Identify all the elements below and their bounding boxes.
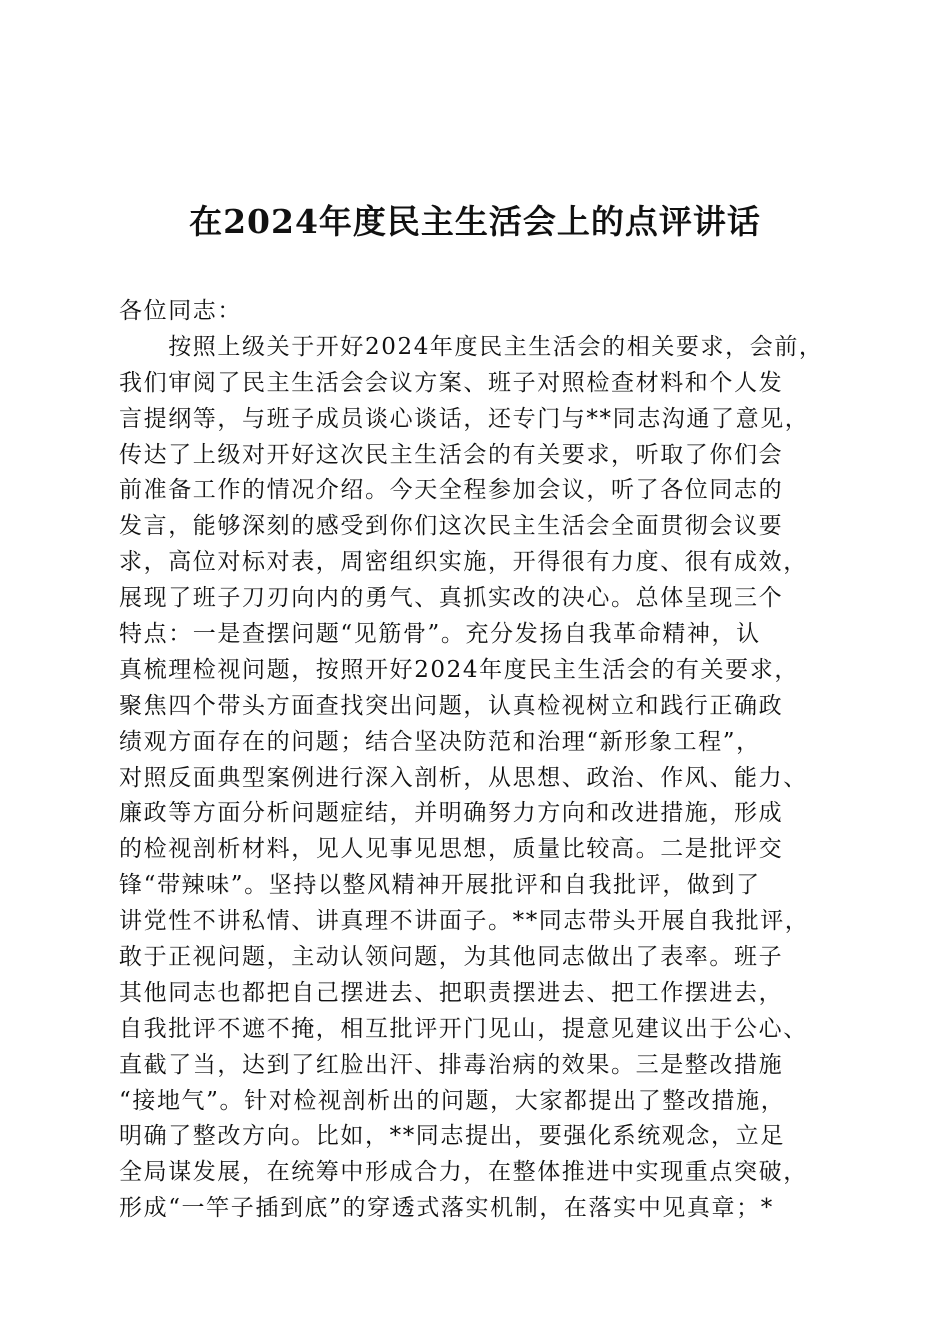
body-line: 聚焦四个带头方面查找突出问题，认真检视树立和践行正确政 [119,692,784,719]
body-line: 求，高位对标对表，周密组织实施，开得很有力度、很有成效， [119,549,808,576]
body-line: 对照反面典型案例进行深入剖析，从思想、政治、作风、能力、 [119,764,808,791]
document-body [119,294,839,1227]
body-line: 特点：一是查摆问题“见筋骨”。充分发扬自我革命精神，认 [119,621,761,648]
body-line: 直截了当，达到了红脸出汗、排毒治病的效果。三是整改措施 [119,1051,784,1078]
body-line: 敢于正视问题，主动认领问题，为其他同志做出了表率。班子 [119,944,784,971]
body-line: “接地气”。针对检视剖析出的问题，大家都提出了整改措施， [119,1087,786,1114]
body-line: 明确了整改方向。比如，**同志提出，要强化系统观念，立足 [119,1123,785,1150]
body-line: 真梳理检视问题，按照开好2024年度民主生活会的有关要求， [119,656,799,683]
body-line: 前准备工作的情况介绍。今天全程参加会议，听了各位同志的 [119,477,784,504]
body-line: 其他同志也都把自己摆进去、把职责摆进去、把工作摆进去， [119,979,784,1006]
body-line: 讲党性不讲私情、讲真理不讲面子。**同志带头开展自我批评， [119,908,810,935]
body-line: 的检视剖析材料，见人见事见思想，质量比较高。二是批评交 [119,836,784,863]
body-line: 我们审阅了民主生活会会议方案、班子对照检查材料和个人发 [119,369,784,396]
body-line: 廉政等方面分析问题症结，并明确努力方向和改进措施，形成 [119,800,784,827]
salutation: 各位同志： [119,298,242,324]
body-line: 展现了班子刀刃向内的勇气、真抓实改的决心。总体呈现三个 [119,585,784,612]
body-line: 绩观方面存在的问题；结合坚决防范和治理“新形象工程”， [119,728,761,755]
body-line: 自我批评不遮不掩，相互批评开门见山，提意见建议出于公心、 [119,1015,808,1042]
body-line: 传达了上级对开好这次民主生活会的有关要求，听取了你们会 [119,441,784,468]
body-line: 言提纲等，与班子成员谈心谈话，还专门与**同志沟通了意见， [119,405,810,432]
body-line: 锋“带辣味”。坚持以整风精神开展批评和自我批评，做到了 [119,872,761,899]
document-title: 在2024年度民主生活会上的点评讲话 [189,202,761,241]
body-line: 发言，能够深刻的感受到你们这次民主生活会全面贯彻会议要 [119,513,784,540]
body-line: 全局谋发展，在统筹中形成合力，在整体推进中实现重点突破， [119,1159,808,1186]
body-line: 按照上级关于开好2024年度民主生活会的相关要求，会前， [119,333,824,360]
body-line: 形成“一竿子插到底”的穿透式落实机制，在落实中见真章；* [119,1195,774,1222]
